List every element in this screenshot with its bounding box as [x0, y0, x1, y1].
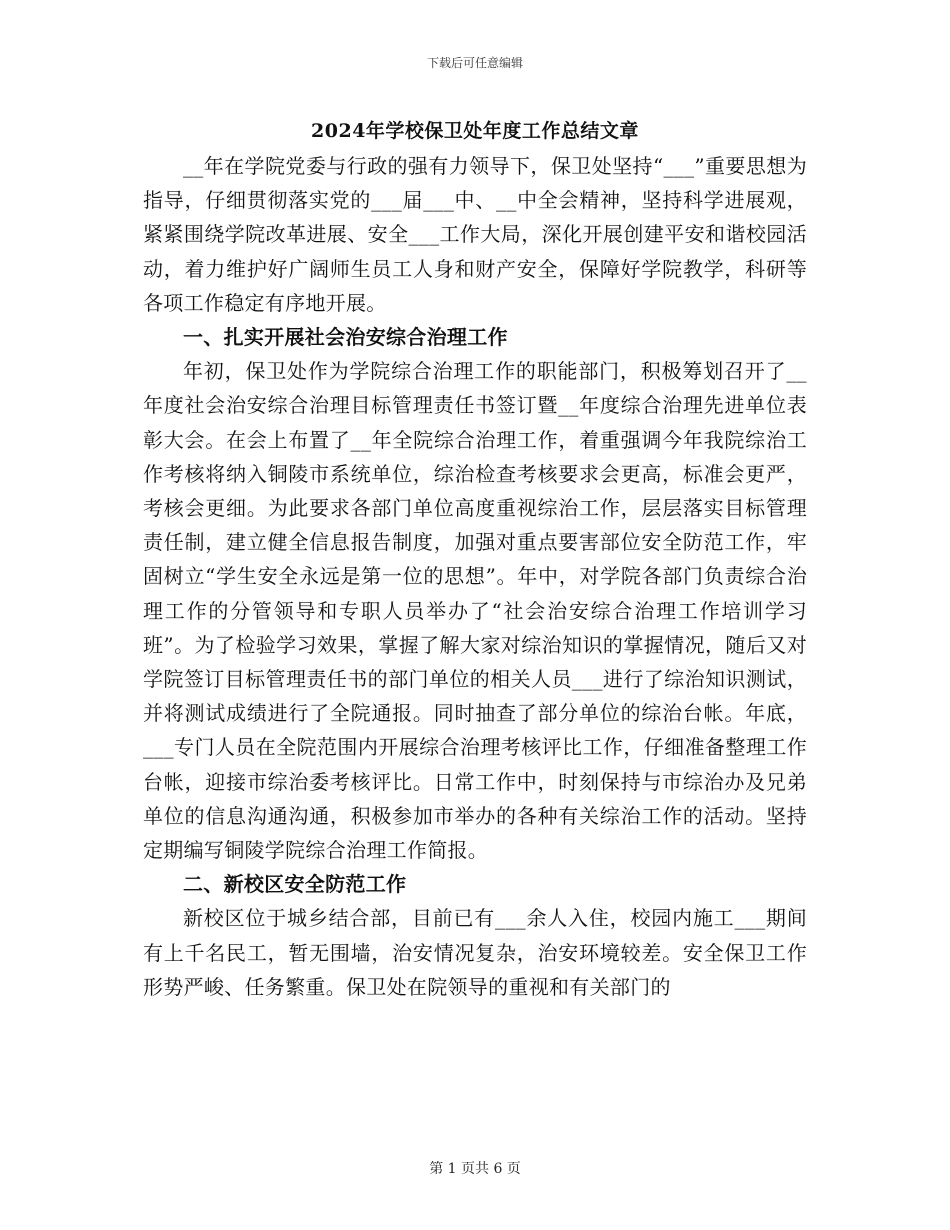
page-header-note: 下载后可任意编辑 [426, 56, 523, 70]
page-number: 第 1 页共 6 页 [429, 1161, 521, 1177]
section-1-heading: 一、扎实开展社会治安综合治理工作 [183, 325, 508, 350]
document-body [143, 149, 807, 1004]
section-1-paragraph: 年初，保卫处作为学院综合治理工作的职能部门，积极筹划召开了__年度社会治安综合治理目标管理责任书签订暨__年度综合治理先进单位表彰大会。在会上布置了__年全院综合治理工作，着重强调今年我院综治工作考核将纳入铜陵市系统单位，综治检查考核要求会更高，标准会更严，考核会更细。为此要求各部门单位高度重视综治工作，层层落实目标管理责任制，建立健全信息报告制度，加强对重点要害部位安全防范工作，牢固树立“学生安全永远是第一位的思想”。年中，对学院各部门负责综合治理工作的分管领导和专职人员举办了“社会治安综合治理工作培训学习班”。为了检验学习效果，掌握了解大家对综治知识的掌握情况，随后又对学院签订目标管理责任书的部门单位的相关人员___进行了综治知识测试，并将测试成绩进行了全院通报。同时抽查了部分单位的综治台帐。年底，___专门人员在全院范围内开展综合治理考核评比工作，仔细准备整理工作台帐，迎接市综治委考核评比。日常工作中，时刻保持与市综治办及兄弟单位的信息沟通沟通，积极参加市举办的各种有关综治工作的活动。坚持定期编写铜陵学院综合治理工作简报。 [143, 359, 807, 863]
document-title: 2024年学校保卫处年度工作总结文章 [311, 120, 639, 142]
section-2-heading: 二、新校区安全防范工作 [183, 872, 407, 897]
section-2-paragraph: 新校区位于城乡结合部，目前已有___余人入住，校园内施工___期间有上千名民工，暂无围墙，治安情况复杂，治安环境较差。安全保卫工作形势严峻、任务繁重。保卫处在院领导的重视和有关部门的 [143, 906, 807, 999]
intro-paragraph: __年在学院党委与行政的强有力领导下，保卫处坚持“___”重要思想为指导，仔细贯彻落实党的___届___中、__中全会精神，坚持科学进展观，紧紧围绕学院改革进展、安全___工作大局，深化开展创建平安和谐校园活动，着力维护好广阔师生员工人身和财产安全，保障好学院教学，科研等各项工作稳定有序地开展。 [143, 154, 807, 315]
